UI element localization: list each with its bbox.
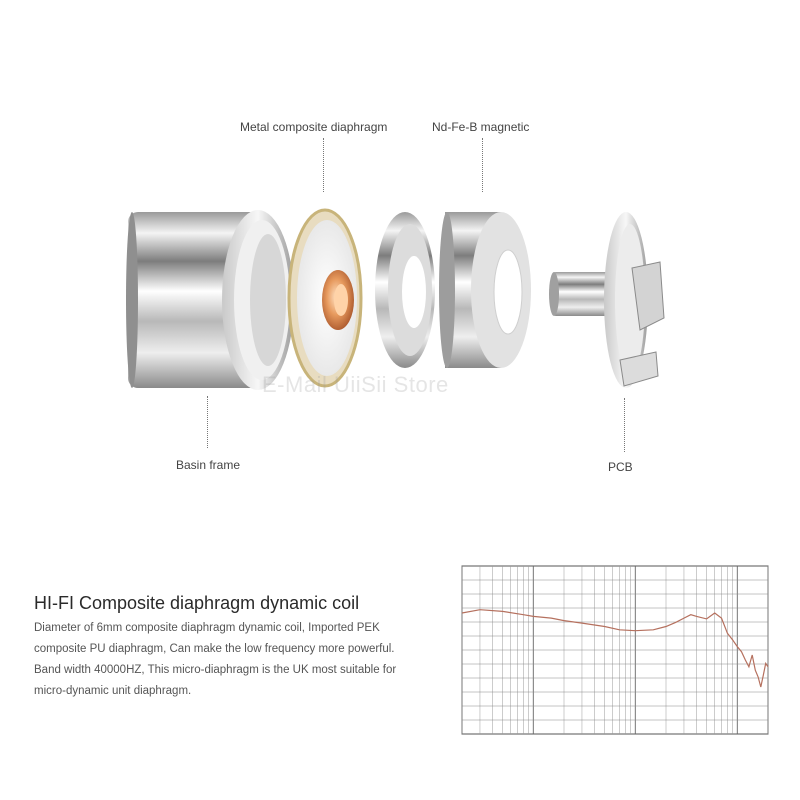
frequency-response-chart — [452, 560, 774, 742]
section-description: Diameter of 6mm composite diaphragm dynamic coil, Imported PEK composite PU diaphragm, Can make the low frequency more powerful. Band width 40000HZ, This micro-diaphragm is the UK most suitable for micro-dynamic unit diaphragm. — [34, 622, 397, 697]
magnetic-label: Nd-Fe-B magnetic — [432, 120, 530, 134]
pcb-label: PCB — [608, 460, 633, 474]
washer-part — [375, 212, 435, 368]
pcb-leader — [624, 398, 625, 452]
pcb-part — [549, 212, 664, 388]
section-heading: HI-FI Composite diaphragm dynamic coil — [34, 593, 360, 613]
magnetic-leader — [482, 138, 483, 192]
metal-diaphragm-leader — [323, 138, 324, 192]
basin-frame-part — [126, 210, 294, 390]
magnet-part — [439, 212, 531, 368]
watermark: E-Mail UiiSii Store — [262, 372, 449, 397]
basin-frame-leader — [207, 396, 208, 448]
basin-frame-label: Basin frame — [176, 458, 241, 472]
diaphragm-part — [289, 210, 361, 386]
metal-diaphragm-label: Metal composite diaphragm — [240, 120, 388, 134]
